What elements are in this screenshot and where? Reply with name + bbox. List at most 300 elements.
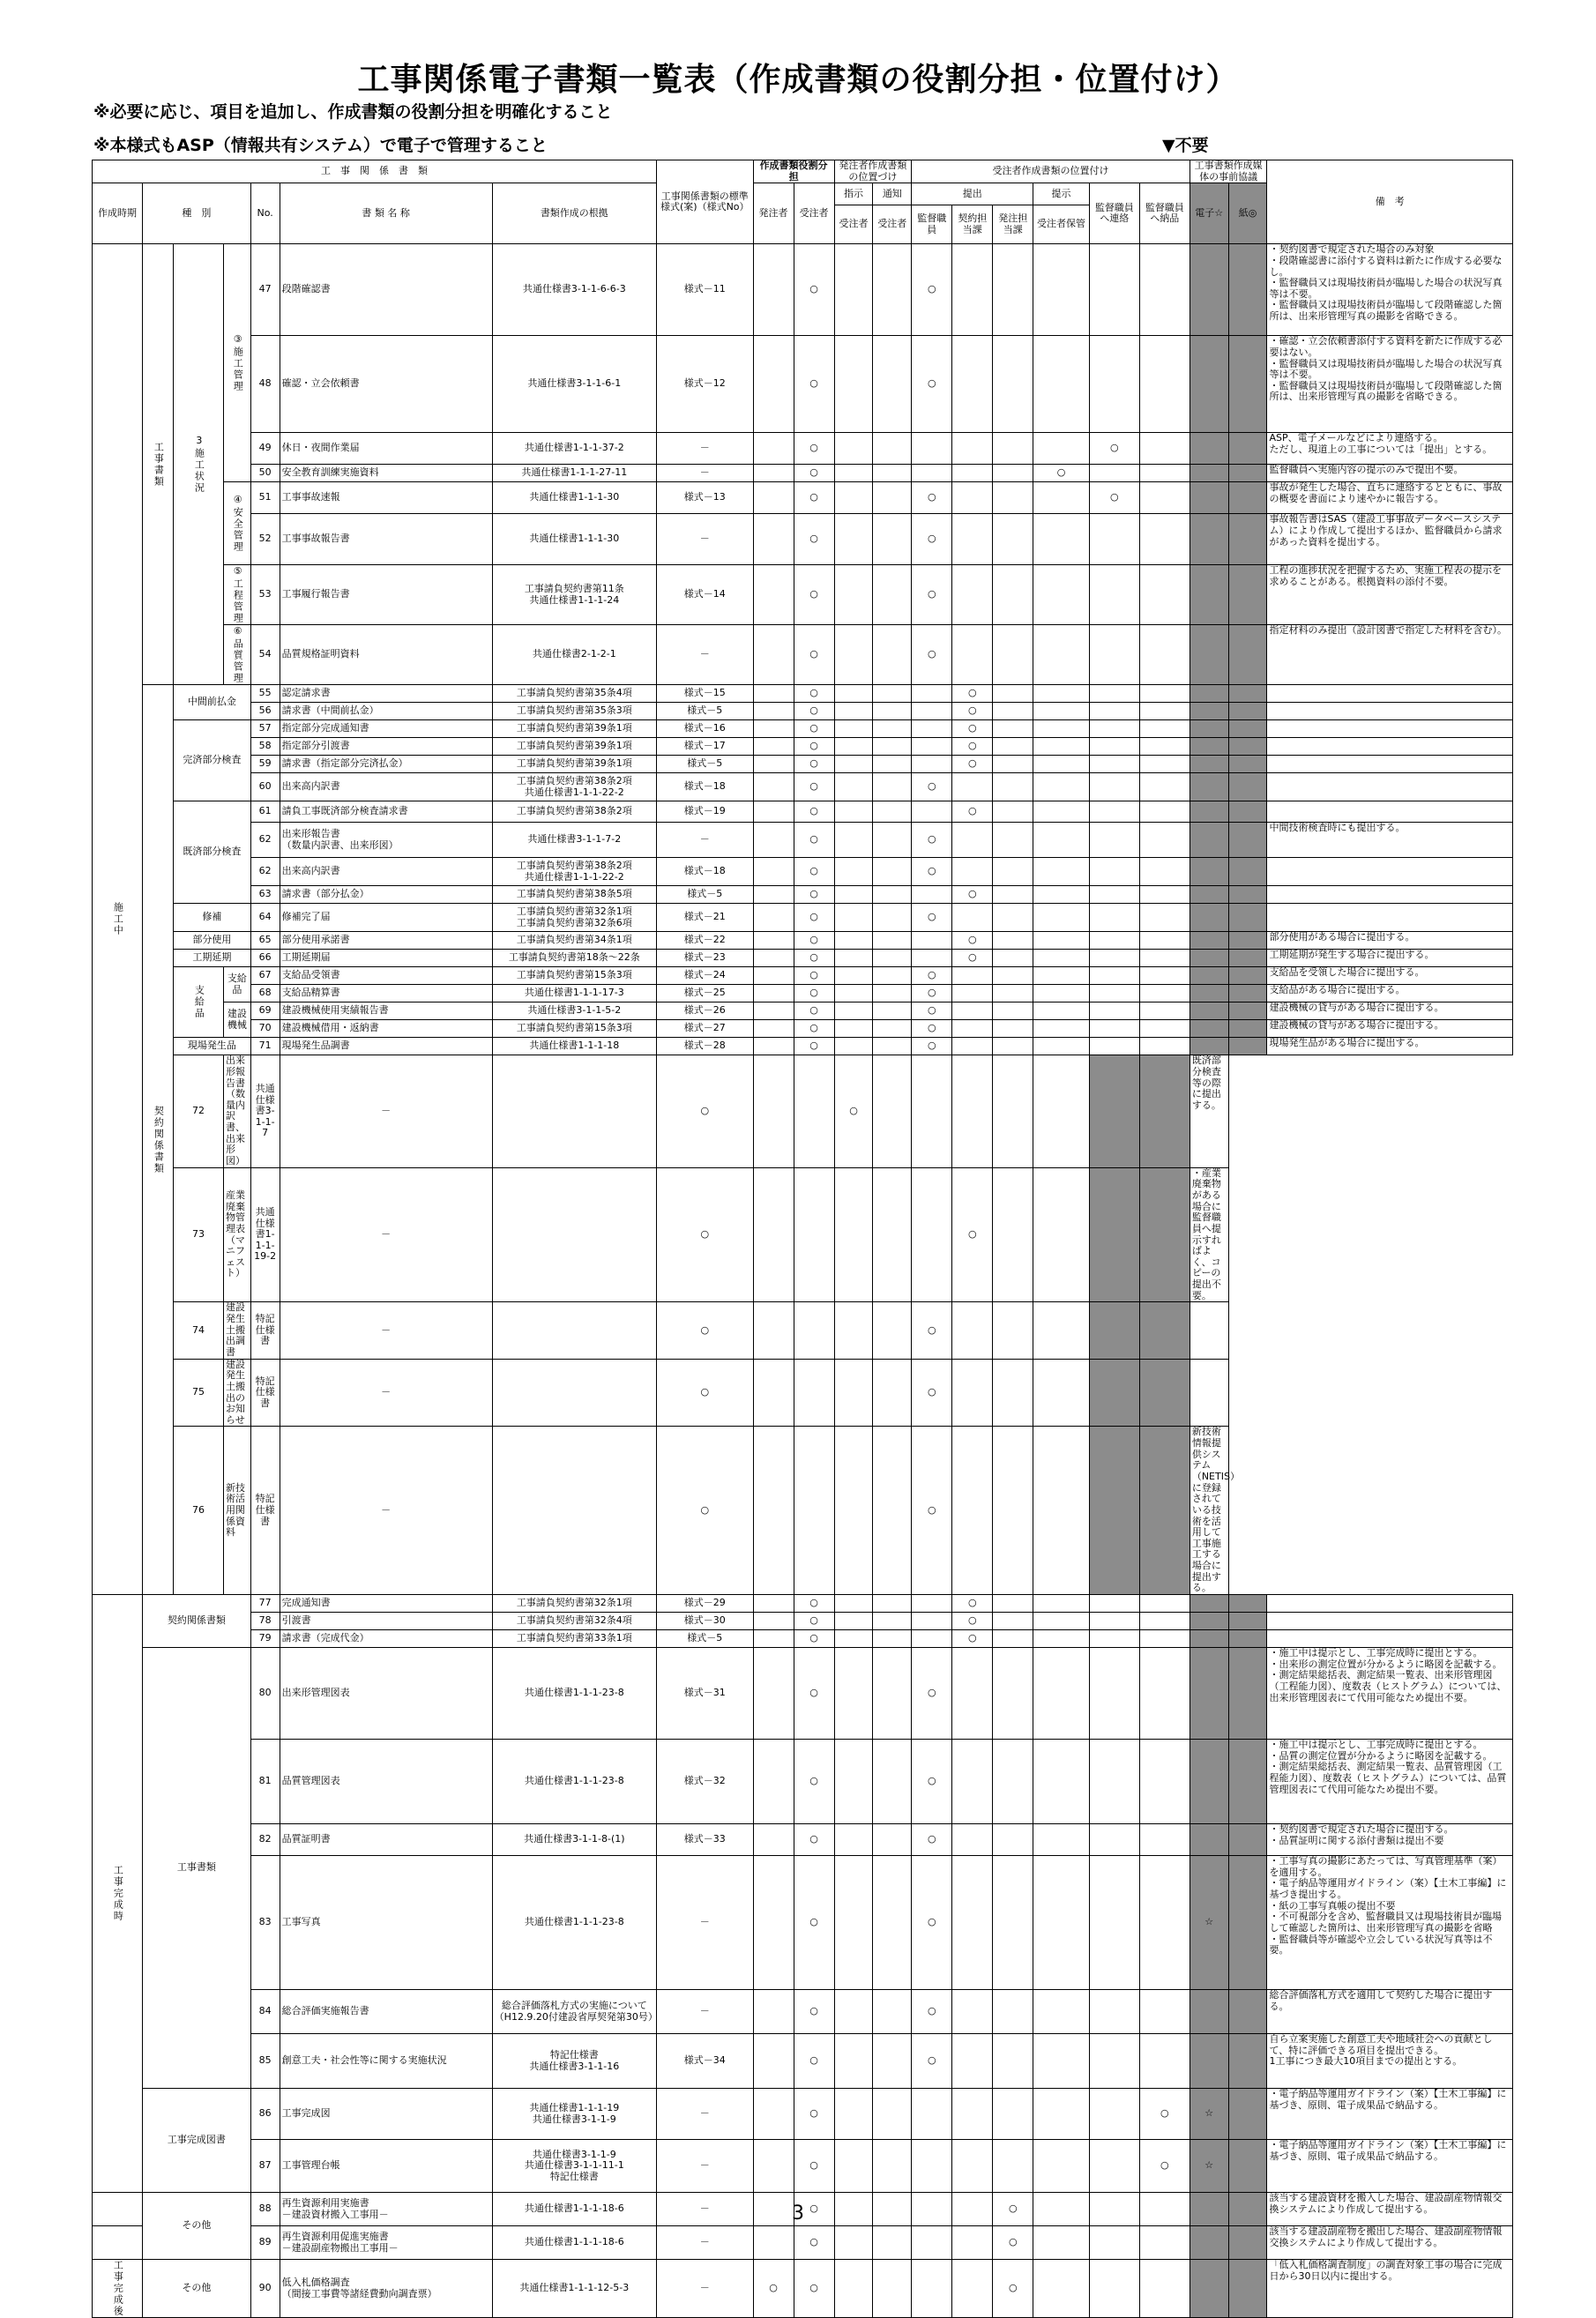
doc-name-cell: 建設機械借用・返納書 [280,1020,492,1038]
doc-name-cell: 支給品精算書 [280,985,492,1002]
denshi-cell [1190,967,1228,985]
no-cell: 83 [250,1856,280,1990]
hacchu-tanto-cell [993,823,1033,858]
denshi-cell [1190,886,1228,904]
no-cell: 53 [250,565,280,625]
kantoku-renraku-cell [1089,685,1139,703]
kantoku-renraku-cell [1089,823,1139,858]
kantoku-cell: ○ [912,773,952,801]
form-cell: － [656,465,753,482]
keiyaku-cell [952,336,993,433]
kami-cell [1228,904,1267,932]
kami-cell [1139,1359,1190,1427]
group-cell: 工事完成時 [93,1595,143,2193]
doc-name-cell: 建設発生土搬出調書 [224,1302,251,1359]
remarks-cell: ・施工中は提示とし、工事完成時に提出とする。 ・出来形の測定位置が分かるように略図を記載する。 ・測定結果総括表、測定結果一覧表、出来形管理図（工程能力図）、度数表（ヒストグラム）については、出来形管理図表にて代用可能なため提出不要。 [1267,1648,1513,1740]
juchusha-hokan-cell [1033,950,1090,967]
juchusha-cell: ○ [794,433,834,465]
doc-name-cell: 現場発生品調書 [280,1038,492,1055]
kantoku-renraku-cell [1089,1740,1139,1824]
hacchu-tanto-cell [993,886,1033,904]
table-row [93,1020,1513,1038]
kantoku-renraku-cell [1089,625,1139,685]
kantoku-renraku-cell [1089,1595,1139,1613]
juchusha-cell: ○ [794,244,834,336]
kantoku-renraku-cell [1089,738,1139,756]
kantoku-nohin-cell [1139,773,1190,801]
keiyaku-cell [873,1055,912,1167]
juchusha-cell: ○ [794,985,834,1002]
juchusha-cell: ○ [794,2140,834,2193]
kantoku-cell [912,2260,952,2318]
group-cell: 修補 [174,904,251,932]
keiyaku-cell [952,1002,993,1020]
hacchu-tanto-cell: ○ [912,1359,952,1427]
doc-name-cell: 工事事故報告書 [280,514,492,565]
hacchusha-cell [492,1302,656,1359]
kantoku-renraku-cell [993,1055,1033,1167]
shiji-cell [834,1038,873,1055]
doc-name-cell: 認定請求書 [280,685,492,703]
denshi-cell [1089,1055,1139,1167]
keiyaku-cell: ○ [952,720,993,738]
basis-cell: 共通仕様書1-1-1-19-2 [250,1167,280,1302]
juchusha-cell: ○ [794,2193,834,2226]
keiyaku-cell: ○ [952,886,993,904]
form-cell: － [656,2226,753,2260]
kami-cell [1228,685,1267,703]
tsuchi-cell [873,1613,912,1630]
juchusha-hokan-cell [1033,1990,1090,2034]
hacchusha-cell [753,1990,794,2034]
basis-cell: 共通仕様書3-1-1-5-2 [492,1002,656,1020]
kantoku-nohin-cell [1139,801,1190,823]
kami-cell [1228,720,1267,738]
kami-cell [1139,1055,1190,1167]
shiji-cell [834,738,873,756]
kami-cell [1228,703,1267,720]
juchusha-hokan-cell [952,1359,993,1427]
kantoku-nohin-cell: ○ [1139,2089,1190,2140]
note-2: ※本様式もASP（情報共有システム）で電子で管理すること [93,136,548,155]
basis-cell: 共通仕様書1-1-1-23-8 [492,1648,656,1740]
kantoku-nohin-cell [1033,1302,1090,1359]
keiyaku-cell [952,625,993,685]
tsuchi-cell [873,1856,912,1990]
kantoku-renraku-cell [1089,2140,1139,2193]
basis-cell: 共通仕様書1-1-1-12-5-3 [492,2260,656,2318]
kantoku-nohin-cell [1033,1055,1090,1167]
no-cell: 62 [250,823,280,858]
remarks-cell: 新技術情報提供システム（NETIS）に登録されている技術を活用して工事施工する場合に提出する。 [1190,1427,1228,1595]
kantoku-nohin-cell [1139,967,1190,985]
remarks-cell: 指定材料のみ提出（設計図書で指定した材料を含む）。 [1267,625,1513,685]
form-cell: － [656,2193,753,2226]
group-cell: 支給品 [174,967,224,1038]
keiyaku-cell [952,858,993,886]
kantoku-renraku-cell [1089,950,1139,967]
basis-cell: 共通仕様書1-1-1-18-6 [492,2193,656,2226]
shiji-cell [834,2260,873,2318]
doc-name-cell: 支給品受領書 [280,967,492,985]
hacchu-tanto-cell [993,1595,1033,1613]
doc-name-cell: 出来高内訳書 [280,773,492,801]
doc-name-cell: 工事履行報告書 [280,565,492,625]
shiji-cell [834,703,873,720]
tsuchi-cell [794,1167,834,1302]
remarks-cell: 総合評価落札方式を適用して契約した場合に提出する。 [1267,1990,1513,2034]
denshi-cell [1089,1359,1139,1427]
table-row [93,738,1513,756]
tsuchi-cell [873,967,912,985]
remarks-cell: 自ら立案実施した創意工夫や地域社会への貢献として、特に評価できる項目を提出できる。 1工事につき最大10項目までの提出とする。 [1267,2034,1513,2089]
keiyaku-cell [952,1020,993,1038]
juchusha-cell: ○ [794,1648,834,1740]
hacchu-tanto-cell [993,1990,1033,2034]
kantoku-nohin-cell [1139,465,1190,482]
table-row [93,1824,1513,1856]
juchusha-cell: ○ [794,336,834,433]
kantoku-nohin-cell [1139,2034,1190,2089]
kantoku-cell: ○ [912,904,952,932]
header-konkyo: 書類作成の根拠 [492,183,656,244]
group-cell: 契約関係書類 [142,1595,250,1648]
hacchusha-cell [753,2140,794,2193]
kantoku-nohin-cell [1139,858,1190,886]
kantoku-renraku-cell [993,1427,1033,1595]
tsuchi-cell [873,932,912,950]
juchusha-hokan-cell [1033,1613,1090,1630]
kantoku-nohin-cell [1139,1002,1190,1020]
group-cell: 工事完成後 [93,2260,143,2318]
kami-cell [1139,1427,1190,1595]
note-1: ※必要に応じ、項目を追加し、作成書類の役割分担を明確化すること [93,102,613,122]
keiyaku-cell: ○ [952,1595,993,1613]
basis-cell: 共通仕様書2-1-2-1 [492,625,656,685]
tsuchi-cell [873,858,912,886]
hacchusha-cell [753,886,794,904]
remarks-cell: 工程の進捗状況を把握するため、実施工程表の提示を求めることがある。根拠資料の添付不要。 [1267,565,1513,625]
kantoku-renraku-cell [993,1167,1033,1302]
form-cell: 様式－18 [656,858,753,886]
kantoku-cell [912,2140,952,2193]
juchusha-cell: ○ [794,685,834,703]
hacchusha-cell [492,1427,656,1595]
denshi-cell: ☆ [1190,2089,1228,2140]
form-cell: 様式－25 [656,985,753,1002]
form-cell: － [656,2260,753,2318]
hacchusha-cell [753,565,794,625]
form-cell: 様式－28 [656,1038,753,1055]
hacchu-tanto-cell [993,950,1033,967]
table-row [93,932,1513,950]
doc-name-cell: 指定部分完成通知書 [280,720,492,738]
juchusha-cell: ○ [656,1427,753,1595]
group-cell: 契約関係書類 [142,685,173,1595]
hacchu-tanto-cell [993,904,1033,932]
header-tsuchi: 通知 [873,183,912,205]
shiji-cell [834,433,873,465]
kantoku-cell [834,1302,873,1359]
remarks-cell [1267,756,1513,773]
basis-cell: 工事請負契約書第15条3項 [492,1020,656,1038]
shiji-cell [834,720,873,738]
tsuchi-cell [794,1055,834,1167]
kami-cell [1228,433,1267,465]
juchusha-cell: ○ [794,1613,834,1630]
kami-cell [1228,465,1267,482]
kantoku-renraku-cell [1089,465,1139,482]
hacchu-tanto-cell [912,1055,952,1167]
juchusha-cell: ○ [794,1002,834,1020]
remarks-cell: ・施工中は提示とし、工事完成時に提出とする。 ・品質の測定位置が分かるように略図を記載する。 ・測定結果総括表、測定結果一覧表、品質管理図（工程能力図）、度数表（ヒストグラム）については、品質管理図表にて代用可能なため提出不要。 [1267,1740,1513,1824]
hacchusha-cell [753,1856,794,1990]
table-row [93,433,1513,465]
denshi-cell [1190,858,1228,886]
keiyaku-cell [952,1648,993,1740]
hacchu-tanto-cell [993,565,1033,625]
hacchu-tanto-cell: ○ [993,2226,1033,2260]
kami-cell [1228,565,1267,625]
remarks-cell [1190,1359,1228,1427]
hacchusha-cell [753,756,794,773]
kantoku-renraku-cell [1089,1020,1139,1038]
header-hacchusha: 発注者 [753,183,794,244]
juchusha-cell: ○ [794,514,834,565]
denshi-cell [1190,2226,1228,2260]
doc-name-cell: 再生資源利用促進実施書 －建設副産物搬出工事用－ [280,2226,492,2260]
form-cell: － [656,514,753,565]
denshi-cell [1089,1427,1139,1595]
doc-name-cell: 工事管理台帳 [280,2140,492,2193]
doc-name-cell: 建設発生土搬出のお知らせ [224,1359,251,1427]
no-cell: 66 [250,950,280,967]
table-row [93,1302,1513,1359]
basis-cell: 共通仕様書3-1-1-7 [250,1055,280,1167]
doc-name-cell: 総合評価実施報告書 [280,1990,492,2034]
kami-cell [1228,886,1267,904]
juchusha-cell: ○ [794,625,834,685]
basis-cell: 共通仕様書3-1-1-7-2 [492,823,656,858]
kami-cell [1228,244,1267,336]
tsuchi-cell [873,703,912,720]
header-teishutsu: 提出 [912,183,1033,205]
table-row [93,1595,1513,1613]
keiyaku-cell [952,823,993,858]
kami-cell [1228,336,1267,433]
shiji-cell [834,336,873,433]
shiji-cell [834,1990,873,2034]
kantoku-renraku-cell [1089,967,1139,985]
group-cell: 工事完成図書 [142,2089,250,2193]
kantoku-nohin-cell [1139,1990,1190,2034]
hacchusha-cell [753,904,794,932]
kantoku-cell [912,2089,952,2140]
kami-cell [1228,950,1267,967]
basis-cell: 総合評価落札方式の実施について（H12.9.20付建設省厚契発第30号） [492,1990,656,2034]
juchusha-hokan-cell [1033,2089,1090,2140]
table-row [93,1613,1513,1630]
table-row [93,482,1513,514]
kami-cell [1228,1740,1267,1824]
no-cell: 48 [250,336,280,433]
kantoku-cell [912,932,952,950]
no-cell: 71 [250,1038,280,1055]
table-row [93,985,1513,1002]
doc-name-cell: 請負工事既済部分検査請求書 [280,801,492,823]
table-row [93,514,1513,565]
juchusha-hokan-cell [1033,858,1090,886]
form-cell: － [656,433,753,465]
doc-name-cell: 産業廃棄物管理表（マニフェスト） [224,1167,251,1302]
kami-cell [1228,1824,1267,1856]
hacchu-tanto-cell [993,465,1033,482]
kantoku-cell [912,886,952,904]
doc-name-cell: 創意工夫・社会性等に関する実施状況 [280,2034,492,2089]
table-row [93,886,1513,904]
juchusha-hokan-cell [1033,904,1090,932]
hacchu-tanto-cell [993,985,1033,1002]
kantoku-renraku-cell [1089,1002,1139,1020]
doc-name-cell: 出来高内訳書 [280,858,492,886]
no-cell: 62 [250,858,280,886]
no-cell: 88 [250,2193,280,2226]
table-row [93,1359,1513,1427]
keiyaku-cell [952,1990,993,2034]
tsuchi-cell [873,738,912,756]
shiji-cell [834,2034,873,2089]
kantoku-renraku-cell [993,1359,1033,1427]
tsuchi-cell [873,1824,912,1856]
denshi-cell [1190,1020,1228,1038]
denshi-cell [1190,1824,1228,1856]
shiji-cell [834,801,873,823]
group-cell: 施工中 [93,244,143,1595]
kantoku-renraku-cell [1089,514,1139,565]
juchusha-cell: ○ [794,932,834,950]
juchusha-cell: ○ [794,801,834,823]
shiji-cell [834,858,873,886]
tsuchi-cell [873,985,912,1002]
group-cell: 完済部分検査 [174,720,251,801]
basis-cell: 工事請負契約書第32条1項 [492,1595,656,1613]
remarks-cell [1267,773,1513,801]
hacchu-tanto-cell [912,1167,952,1302]
kantoku-cell [912,433,952,465]
remarks-cell: 建設機械の貸与がある場合に提出する。 [1267,1002,1513,1020]
basis-cell: 共通仕様書1-1-1-19 共通仕様書3-1-1-9 [492,2089,656,2140]
kantoku-cell: ○ [912,985,952,1002]
juchusha-hokan-cell [1033,1856,1090,1990]
header-kantoku-renraku: 監督職員へ連絡 [1089,183,1139,244]
kantoku-renraku-cell [1089,703,1139,720]
no-cell: 70 [250,1020,280,1038]
hacchu-tanto-cell [993,1020,1033,1038]
juchusha-cell: ○ [794,482,834,514]
tsuchi-cell [873,950,912,967]
unneeded-label: ▼不要 [1162,136,1209,155]
no-cell: 86 [250,2089,280,2140]
juchusha-cell: ○ [794,1630,834,1648]
juchusha-cell: ○ [794,1824,834,1856]
shiji-cell [834,1630,873,1648]
kantoku-cell: ○ [912,336,952,433]
kantoku-renraku-cell [1089,904,1139,932]
remarks-cell [1267,858,1513,886]
remarks-cell: ・電子納品等運用ガイドライン（案）【土木工事編】に基づき、原則、電子成果品で納品する。 [1267,2140,1513,2193]
hacchusha-cell [753,1648,794,1740]
kantoku-nohin-cell [1139,336,1190,433]
kantoku-cell: ○ [912,1856,952,1990]
kami-cell [1228,2226,1267,2260]
denshi-cell [1190,904,1228,932]
form-cell: － [280,1167,492,1302]
kami-cell [1228,482,1267,514]
juchusha-hokan-cell [1033,1648,1090,1740]
denshi-cell [1190,685,1228,703]
basis-cell: 共通仕様書3-1-1-9 共通仕様書3-1-1-11-1 特記仕様書 [492,2140,656,2193]
kantoku-renraku-cell [1089,1630,1139,1648]
juchusha-cell: ○ [656,1302,753,1359]
basis-cell: 共通仕様書1-1-1-18-6 [492,2226,656,2260]
remarks-cell: 該当する建設副産物を搬出した場合、建設副産物情報交換システムにより作成して提出する。 [1267,2226,1513,2260]
form-cell: 様式－5 [656,1630,753,1648]
form-cell: － [656,1856,753,1990]
hacchusha-cell [753,1020,794,1038]
keiyaku-cell: ○ [952,801,993,823]
header-kami: 紙◎ [1228,183,1267,244]
hacchu-tanto-cell [993,685,1033,703]
doc-name-cell: 品質規格証明資料 [280,625,492,685]
basis-cell: 共通仕様書1-1-1-27-11 [492,465,656,482]
tsuchi-cell [794,1427,834,1595]
hacchusha-cell [753,738,794,756]
juchusha-cell: ○ [794,1020,834,1038]
header-tsuchi-juchusha: 受注者 [873,205,912,244]
group-cell: その他 [142,2193,250,2260]
kantoku-cell: ○ [912,967,952,985]
hacchusha-cell [753,703,794,720]
basis-cell: 工事請負契約書第15条3項 [492,967,656,985]
table-row [93,1740,1513,1824]
kantoku-nohin-cell [1139,2226,1190,2260]
juchusha-cell: ○ [794,2089,834,2140]
kantoku-renraku-cell [1089,2089,1139,2140]
remarks-cell: 事故が発生した場合、直ちに連絡するとともに、事故の概要を書面により速やかに報告する。 [1267,482,1513,514]
form-cell: － [656,2140,753,2193]
no-cell: 72 [174,1055,224,1167]
shiji-cell [834,950,873,967]
kantoku-renraku-cell [1089,1613,1139,1630]
kantoku-nohin-cell [1139,1020,1190,1038]
kantoku-renraku-cell [1089,1038,1139,1055]
kantoku-cell [912,950,952,967]
juchusha-hokan-cell [1033,932,1090,950]
kantoku-cell [912,1630,952,1648]
hacchusha-cell [753,967,794,985]
form-cell: 様式－13 [656,482,753,514]
remarks-cell: 既済部分検査等の際に提出する。 [1190,1055,1228,1167]
kantoku-renraku-cell [1089,858,1139,886]
hacchusha-cell [753,244,794,336]
denshi-cell [1190,823,1228,858]
kantoku-nohin-cell [1139,1613,1190,1630]
juchusha-cell: ○ [794,967,834,985]
kantoku-cell [834,1167,873,1302]
kantoku-nohin-cell [1139,823,1190,858]
remarks-cell: 支給品がある場合に提出する。 [1267,985,1513,1002]
tsuchi-cell [873,2226,912,2260]
